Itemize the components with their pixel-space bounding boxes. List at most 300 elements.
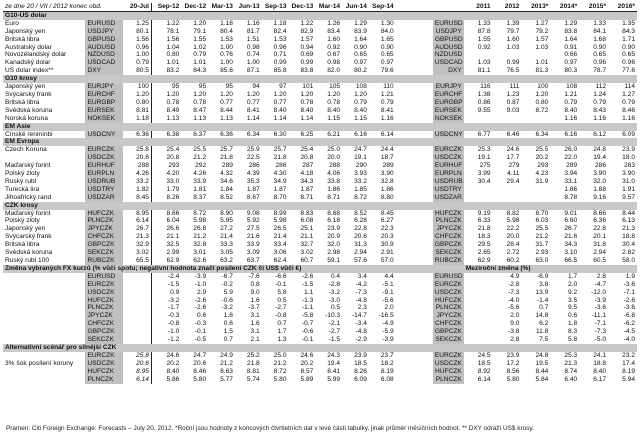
year-value: -7.1 (623, 288, 635, 296)
year-value: 1.16 (622, 114, 635, 122)
spacer (396, 20, 433, 28)
quarter-value: 24.3 (327, 351, 341, 359)
year-value: 8.46 (622, 106, 635, 114)
quarter-value: 289 (382, 162, 394, 170)
quarter-value: 4.32 (220, 170, 233, 178)
quarter-value: 1.15 (327, 114, 341, 122)
quarter-value: 26.6 (166, 225, 180, 233)
year-value (464, 289, 493, 297)
pair-code-right: NZDUSD (434, 51, 463, 59)
section-header (3, 138, 637, 146)
year-value: 2.8 (510, 336, 520, 344)
row-name: Čínské renminbi (5, 130, 53, 138)
spot-value: 1.00 (123, 51, 152, 59)
quarter-value: 24.7 (354, 146, 367, 154)
quarter-value: -7.3 (355, 288, 367, 296)
year-value (464, 281, 493, 289)
quarter-value: 0.97 (354, 59, 367, 67)
spacer (396, 233, 433, 241)
year-value: 6.34 (535, 130, 549, 138)
quarter-value: 0.8 (250, 280, 260, 288)
quarter-value: 8.52 (354, 209, 367, 217)
table-row (3, 146, 637, 154)
spot-value: 8.95 (123, 368, 152, 376)
quarter-value: 1.53 (220, 35, 233, 43)
quarter-value: 1.22 (166, 19, 180, 27)
quarter-value: -5.6 (382, 296, 394, 304)
spot-value (123, 281, 152, 289)
spacer (433, 3, 464, 11)
quarter-value: 1.00 (246, 59, 260, 67)
row-name: Kanadský dolar (5, 59, 51, 67)
pair-code: JPYCZK (85, 225, 122, 233)
quarter-value: 26.8 (193, 225, 207, 233)
quarter-value: 1.01 (193, 59, 207, 67)
table-row (3, 28, 637, 36)
quarter-value: 0.79 (193, 51, 207, 59)
quarter-value: 24.4 (380, 146, 394, 154)
quarter-value: 94 (252, 83, 260, 91)
quarter-value: 6.18 (327, 217, 341, 225)
quarter-value: 101 (302, 83, 314, 91)
quarter-value: 25.0 (327, 146, 341, 154)
year-value: 1.16 (564, 114, 578, 122)
section-title: Změna vybraných FX kurzů (% vůči spotu; negativní hodnota značí posílení CZK či US$ vůči €) (3, 265, 433, 273)
quarter-value: -1.1 (301, 304, 314, 312)
year-value: 66.5 (564, 257, 578, 264)
table-row (3, 83, 637, 91)
pair-code: EURCHF (85, 91, 122, 99)
spot-value: 8.81 (123, 107, 152, 115)
pair-code-right: USDCNY (434, 130, 463, 138)
year-value: 19.4 (593, 154, 607, 162)
row-name (3, 304, 85, 312)
year-value: 77.6 (622, 67, 635, 75)
quarter-value: 2.98 (327, 249, 341, 257)
quarter-value: 8.90 (220, 209, 233, 217)
quarter-value: 0.92 (327, 43, 341, 51)
spacer (396, 273, 433, 281)
quarter-value: 1.53 (273, 35, 287, 43)
quarter-value: 21.8 (273, 154, 287, 162)
quarter-value: 1.84 (220, 185, 233, 193)
quarter-value: 8.40 (300, 106, 314, 114)
spot-value: 1.82 (123, 186, 152, 194)
pair-code: USDCZK (85, 360, 122, 368)
year-value: 1.16 (593, 114, 607, 122)
quarter-value: 1.18 (273, 19, 287, 27)
year-value: 2.0 (510, 312, 520, 320)
year-value: 29.5 (477, 241, 491, 249)
year-value: 22.0 (564, 154, 578, 162)
quarter-value: 5.95 (220, 217, 233, 225)
spacer (151, 138, 637, 146)
quarter-value: 81.7 (246, 27, 260, 35)
row-name: Švédská koruna (5, 249, 53, 257)
spacer (396, 91, 433, 99)
quarter-value: 1.60 (327, 35, 341, 43)
spacer (433, 265, 464, 273)
quarter-value: 4.20 (166, 170, 180, 178)
quarter-value: -3.0 (328, 296, 341, 304)
year-value: 0.97 (564, 59, 578, 67)
year-value (464, 336, 493, 344)
quarter-value: 82.4 (273, 27, 287, 35)
year-value: 5.84 (535, 375, 549, 383)
year-value: 60.2 (506, 257, 520, 264)
year-value: 8.74 (564, 367, 578, 375)
pair-code: USDZAR (85, 194, 122, 202)
year-value: 63.0 (535, 257, 549, 264)
year-value: 0.86 (477, 98, 491, 106)
quarter-value: 3.93 (354, 170, 367, 178)
quarter-column-header: Mar-13 (208, 3, 235, 11)
quarter-value: 8.37 (193, 193, 207, 201)
year-value: 3.90 (593, 170, 607, 178)
spot-value (123, 312, 152, 320)
pair-code: EURCZK (85, 352, 122, 360)
pair-code-right: GBPCZK (434, 328, 462, 336)
quarter-value: 1.86 (380, 185, 394, 193)
year-value: 17.4 (622, 359, 635, 367)
quarter-value: -1.0 (167, 328, 180, 336)
spot-value: 32.9 (123, 241, 152, 249)
quarter-value: 24.7 (193, 351, 207, 359)
quarter-value: 1.56 (166, 35, 180, 43)
year-value: 79.7 (506, 27, 520, 35)
quarter-value: 8.52 (220, 193, 233, 201)
quarter-value: 32.7 (300, 241, 314, 249)
quarter-value: 8.49 (166, 106, 180, 114)
spot-value: 6.36 (123, 131, 152, 139)
quarter-value: 33.9 (246, 241, 260, 249)
pair-code: EURUSD (85, 273, 122, 281)
quarter-value: 1.30 (380, 19, 394, 27)
year-column-header: 2012 (493, 3, 522, 11)
quarter-value: 80.2 (354, 67, 367, 75)
quarter-column-header: Mar-14 (315, 3, 342, 11)
quarter-value: 95 (198, 83, 207, 91)
year-value: 5.80 (506, 375, 520, 383)
pair-code-right: HUFCZK (433, 297, 464, 305)
pair-code-right: JPYCZK (433, 312, 464, 320)
quarter-value: -6.6 (275, 272, 287, 280)
year-value: 1.57 (535, 35, 549, 43)
spot-value (123, 328, 152, 336)
pair-code-right: USDJPY (433, 28, 464, 36)
quarter-value: -2.4 (167, 272, 180, 280)
quarter-value: 0.78 (193, 98, 207, 106)
quarter-value: -1.7 (167, 304, 180, 312)
spot-value: 8.95 (123, 210, 152, 218)
section-title: Alternativní scénář pro silnější CZK (3, 344, 151, 352)
spot-value (123, 289, 152, 297)
quarter-value: -0.7 (301, 320, 314, 328)
quarter-value: 5.98 (273, 217, 287, 225)
quarter-value: 60.7 (300, 257, 314, 264)
year-value: 20.1 (593, 233, 607, 241)
quarter-column-header: Dec-12 (181, 3, 208, 11)
section-title-right: Meziroční změna (%) (464, 265, 637, 273)
year-value: 3.10 (564, 249, 578, 257)
spot-value: 1.56 (123, 36, 152, 44)
quarter-value: -1.2 (167, 336, 180, 344)
pair-code-right: HUFCZK (433, 368, 464, 376)
quarter-value: 5.80 (273, 375, 287, 383)
quarter-value: 8.40 (354, 106, 367, 114)
quarter-value: 0.69 (300, 51, 314, 59)
quarter-value: 1.7 (277, 328, 287, 336)
year-value: 25.5 (535, 225, 549, 233)
row-name: Novozélandský dolar (5, 51, 67, 59)
pair-code-right: EURJPY (433, 83, 464, 91)
year-value: 21.3 (564, 359, 578, 367)
quarter-value: 23.7 (380, 351, 394, 359)
quarter-value: 21.8 (246, 359, 260, 367)
quarter-value: -2.8 (328, 280, 341, 288)
year-value: 24.6 (506, 146, 520, 154)
year-value: 111 (509, 83, 520, 91)
quarter-value: -2.7 (328, 328, 341, 336)
quarter-value: -3.7 (248, 304, 260, 312)
quarter-value: 6.36 (220, 130, 233, 138)
quarter-value: 8.40 (273, 106, 287, 114)
year-value (493, 51, 522, 59)
pair-code-right: PLNCZK (433, 376, 464, 384)
year-value: 22.2 (506, 225, 520, 233)
quarter-value: 1.20 (354, 90, 367, 98)
quarter-value: 1.26 (327, 19, 341, 27)
section-title: G10 krosy (3, 75, 151, 83)
quarter-value: 110 (383, 83, 394, 91)
quarter-value: 290 (355, 162, 367, 170)
table-row (3, 376, 637, 384)
quarter-value: 9.08 (246, 209, 260, 217)
pair-code: USDRUB (85, 178, 122, 186)
section-title: G10-US dolar (3, 11, 151, 19)
table-row (3, 186, 637, 194)
quarter-value: -4.2 (355, 280, 367, 288)
quarter-value: -3.9 (382, 336, 394, 344)
pair-code-right: PLNCZK (433, 304, 464, 312)
year-value: 0.79 (593, 98, 607, 106)
year-value: 1.71 (622, 35, 635, 43)
year-value: 2.93 (535, 249, 549, 257)
quarter-value: 1.16 (246, 19, 260, 27)
quarter-value: 79.1 (193, 27, 207, 35)
quarter-value: 6.16 (354, 130, 367, 138)
quarter-value: 6.37 (193, 130, 207, 138)
table-row (3, 99, 637, 107)
quarter-value: 1.87 (300, 185, 314, 193)
year-value: 1.24 (593, 90, 607, 98)
quarter-value: 95 (225, 83, 233, 91)
quarter-value: 287 (302, 162, 314, 170)
year-value: 32.0 (593, 177, 607, 185)
quarter-value: 6.04 (166, 217, 180, 225)
pair-code-right: GBPUSD (434, 35, 463, 43)
pair-code: EURCZK (85, 281, 122, 289)
year-value: 1.68 (593, 35, 607, 43)
quarter-value: 20.0 (327, 154, 341, 162)
year-value: 1.35 (622, 19, 635, 27)
quarter-value: 0.78 (166, 98, 180, 106)
quarter-value: 0.4 (330, 272, 341, 280)
year-value: 6.77 (477, 130, 491, 138)
quarter-value: -1.5 (328, 336, 341, 344)
quarter-value: 1.21 (380, 90, 394, 98)
pair-code: USDCNY (85, 131, 122, 139)
quarter-value: -2.9 (355, 336, 367, 344)
spacer (396, 131, 433, 139)
spacer (396, 194, 433, 202)
table-row (3, 328, 637, 336)
year-value: 0.79 (622, 98, 635, 106)
year-value: 2.8 (596, 272, 607, 280)
quarter-value: 293 (168, 162, 180, 170)
row-name: Britská libra (5, 98, 40, 106)
quarter-value: -3.4 (355, 320, 367, 328)
quarter-value: 8.71 (327, 193, 341, 201)
quarter-value: 8.63 (220, 367, 233, 375)
quarter-value: 23.9 (354, 351, 367, 359)
spacer (396, 368, 433, 376)
row-name (3, 328, 85, 336)
year-value (464, 194, 493, 202)
year-value: -3.6 (623, 304, 635, 312)
quarter-value: 0.99 (273, 59, 287, 67)
spacer (396, 28, 433, 36)
quarter-value: 8.26 (166, 193, 180, 201)
quarter-value: 18.7 (380, 154, 394, 162)
quarter-value: 5.77 (220, 375, 233, 383)
year-value: -4.7 (594, 280, 607, 288)
year-value: 87.8 (477, 27, 491, 35)
pair-code-right: EURCZK (434, 280, 462, 288)
quarter-value: 62.9 (166, 257, 180, 264)
table-row (3, 91, 637, 99)
spacer (396, 186, 433, 194)
table-row (3, 304, 637, 312)
table-row (3, 273, 637, 281)
table-row (3, 44, 637, 52)
spot-value: 100 (123, 83, 152, 91)
quarter-value: 2.0 (384, 304, 394, 312)
row-name (3, 273, 85, 281)
quarter-value: 21.2 (220, 359, 233, 367)
year-value: 9.16 (593, 193, 607, 201)
spot-value: 6.14 (123, 376, 152, 384)
quarter-value: 21.4 (220, 233, 233, 241)
section-header (3, 202, 637, 210)
quarter-value: 1.57 (300, 35, 314, 43)
year-value: 2.0 (568, 280, 578, 288)
header-row (3, 3, 637, 11)
quarter-value: 82.0 (327, 67, 341, 75)
row-name (3, 336, 85, 344)
quarter-value: 1.15 (354, 114, 367, 122)
year-value: 1.03 (506, 43, 520, 51)
quarter-value: 33.0 (166, 177, 180, 185)
quarter-value: 0.77 (220, 98, 233, 106)
year-value: 3.8 (539, 280, 549, 288)
quarter-value: 1.00 (220, 59, 233, 67)
spot-value: 8.45 (123, 194, 152, 202)
table-row (3, 289, 637, 297)
quarter-value: 87.1 (246, 67, 260, 75)
year-value: -5.0 (594, 336, 607, 344)
quarter-value: 0.94 (300, 43, 314, 51)
quarter-value: 78.1 (166, 27, 180, 35)
table-row (3, 312, 637, 320)
quarter-value: 1.85 (354, 185, 367, 193)
quarter-value: 8.26 (354, 367, 367, 375)
spacer (396, 328, 433, 336)
quarter-value: 2.94 (354, 249, 367, 257)
row-name: Britská libra (5, 35, 40, 43)
quarter-value: 6.34 (246, 130, 260, 138)
quarter-value: 8.80 (380, 193, 394, 201)
year-value: 8.56 (506, 367, 520, 375)
year-value: 81.1 (477, 67, 491, 75)
quarter-value: 1.00 (220, 43, 233, 51)
table-row (3, 241, 637, 249)
quarter-value: 1.20 (166, 90, 180, 98)
source-footnote: Pramen: Citi Foreign Exchange: Forecasts – July 20, 2012. *Roční jsou hodnoty z koncových čtvrtletních dat v levé části tabulky, jinak průměr měsíčních hodnot. ** DXY odráží US$ krosy. (6, 425, 534, 432)
year-value: 24.8 (593, 146, 607, 154)
year-value: -3.9 (594, 296, 607, 304)
year-value: 6.33 (477, 217, 491, 225)
quarter-value: 22.3 (380, 225, 394, 233)
quarter-value: 32.8 (380, 177, 394, 185)
year-value: 6.09 (622, 130, 635, 138)
quarter-value: 8.45 (380, 209, 394, 217)
year-value: 6.2 (539, 320, 549, 328)
quarter-value: 0.9 (170, 288, 180, 296)
pair-code: USDTRY (85, 186, 122, 194)
quarter-value: 18.2 (380, 359, 394, 367)
year-value (464, 320, 493, 328)
pair-code: PLNCZK (85, 217, 122, 225)
spacer (396, 289, 433, 297)
quarter-value: 289 (221, 162, 233, 170)
row-name: Norská koruna (5, 114, 48, 122)
quarter-value: 63.2 (220, 257, 233, 264)
year-value: 0.6 (568, 312, 578, 320)
year-value: 24.8 (535, 351, 549, 359)
pair-code-right: EURGBP (434, 98, 463, 106)
quarter-value: -16.5 (378, 312, 394, 320)
quarter-value: 1.13 (193, 114, 207, 122)
pair-code: GBPCZK (85, 241, 122, 249)
quarter-value: -10.3 (325, 312, 341, 320)
year-value: 2.72 (506, 249, 520, 257)
quarter-value: 30.9 (380, 241, 394, 249)
year-value: 0.90 (593, 43, 607, 51)
year-value: 4.23 (535, 170, 549, 178)
spacer (396, 3, 433, 11)
section-title: EM Asie (3, 123, 151, 131)
year-value: 1.86 (564, 185, 578, 193)
year-value: 84.1 (593, 27, 607, 35)
quarter-value: 0.98 (246, 43, 260, 51)
quarter-value: 6.14 (380, 130, 394, 138)
spacer (396, 312, 433, 320)
quarter-value: 25.4 (166, 146, 180, 154)
section-header (3, 75, 637, 83)
pair-code-right: EURSEK (434, 106, 462, 114)
quarter-value: 85.6 (220, 67, 233, 75)
